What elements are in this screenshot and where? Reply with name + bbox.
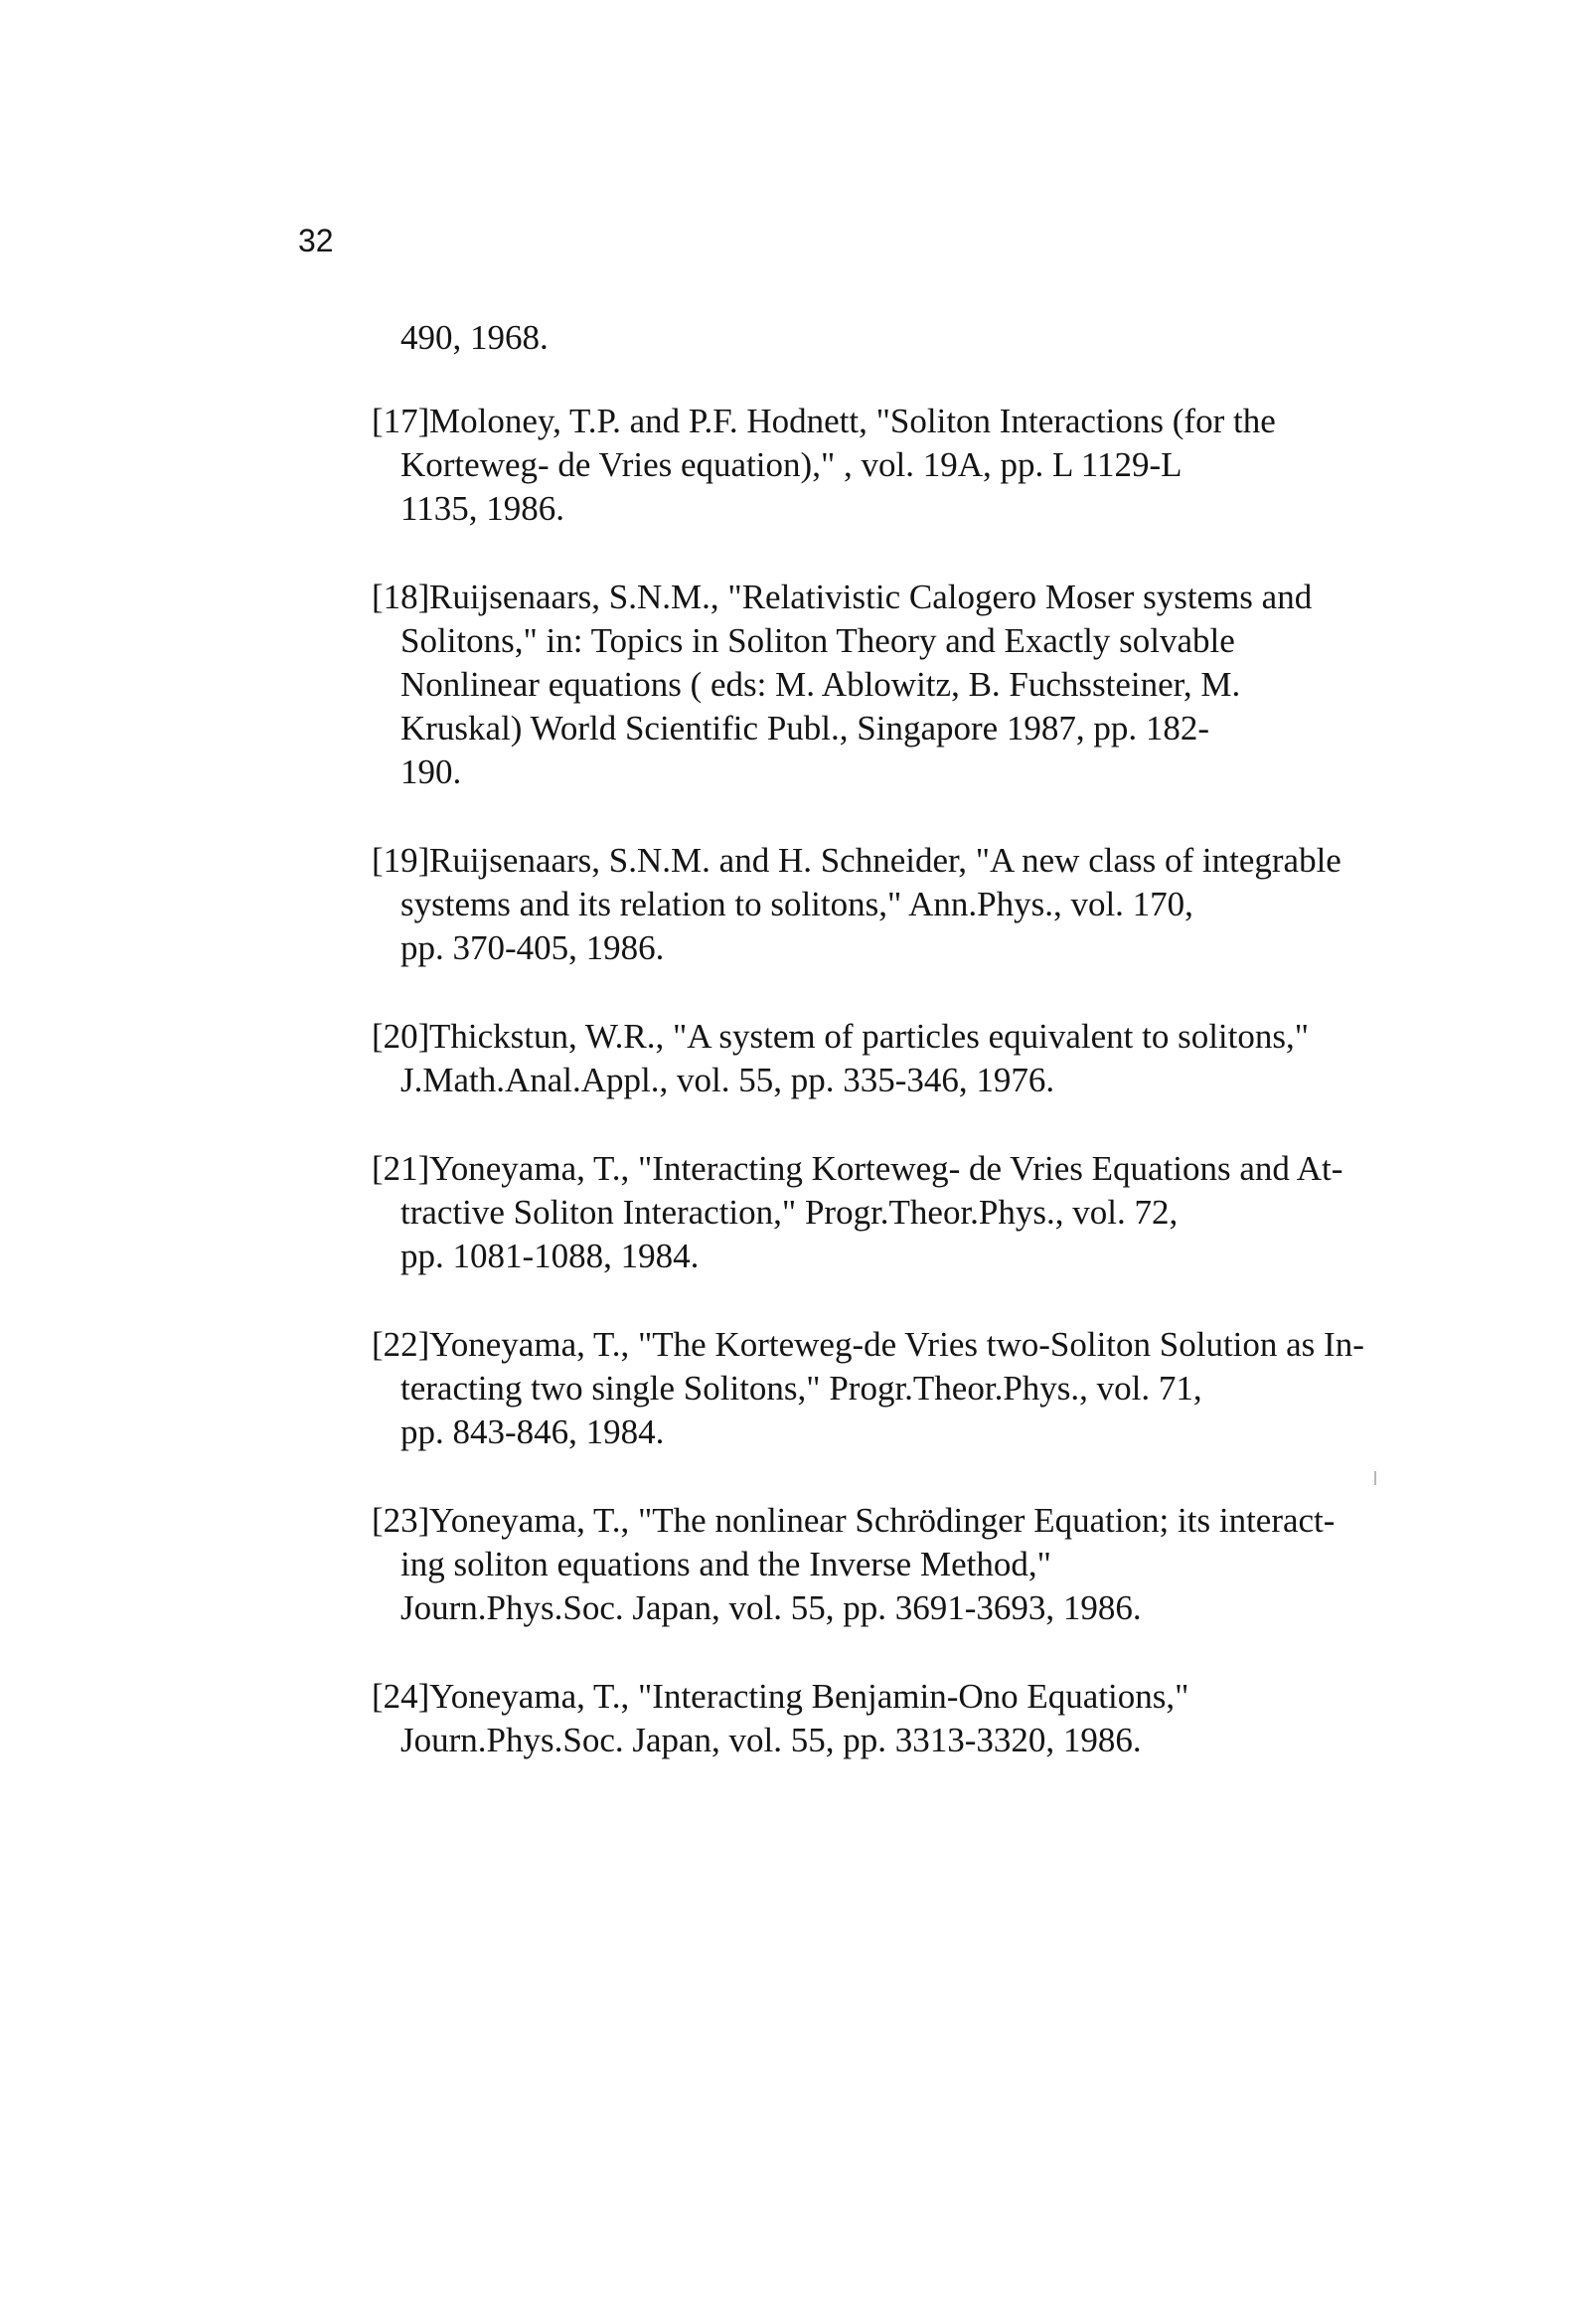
reference-text: Moloney, T.P. and P.F. Hodnett, "Soliton Interactions (for the bbox=[429, 402, 1276, 440]
page-number: 32 bbox=[298, 223, 334, 258]
reference-label: [20] bbox=[372, 1017, 430, 1056]
reference-line: ing soliton equations and the Inverse Method," bbox=[400, 1545, 1051, 1583]
reference-label: [22] bbox=[372, 1325, 430, 1364]
reference-18 bbox=[372, 576, 1405, 794]
reference-line bbox=[372, 400, 1405, 443]
reference-23 bbox=[372, 1499, 1405, 1630]
reference-line: systems and its relation to solitons," Ann.Phys., vol. 170, bbox=[400, 885, 1193, 923]
reference-label: [18] bbox=[372, 578, 430, 616]
reference-line: Solitons," in: Topics in Soliton Theory and Exactly solvable bbox=[400, 621, 1235, 660]
reference-continuation: 490, 1968. bbox=[400, 318, 549, 357]
scan-speck bbox=[1374, 1471, 1376, 1485]
reference-text: Ruijsenaars, S.N.M., "Relativistic Calogero Moser systems and bbox=[429, 578, 1313, 616]
reference-line: pp. 843-846, 1984. bbox=[400, 1412, 665, 1451]
reference-label: [23] bbox=[372, 1501, 430, 1540]
reference-line bbox=[372, 1499, 1405, 1543]
reference-20 bbox=[372, 1015, 1405, 1102]
reference-line: 190. bbox=[400, 752, 462, 791]
reference-17 bbox=[372, 400, 1405, 531]
reference-line bbox=[372, 576, 1405, 619]
reference-line: Kruskal) World Scientific Publ., Singapore 1987, pp. 182- bbox=[400, 709, 1210, 747]
reference-line bbox=[372, 1015, 1405, 1059]
reference-24 bbox=[372, 1675, 1405, 1762]
reference-line: teracting two single Solitons," Progr.Theor.Phys., vol. 71, bbox=[400, 1369, 1202, 1408]
reference-text: Yoneyama, T., "The nonlinear Schrödinger Equation; its interact- bbox=[429, 1501, 1336, 1540]
reference-line bbox=[372, 1675, 1405, 1719]
reference-line: 1135, 1986. bbox=[400, 489, 564, 528]
reference-line: tractive Soliton Interaction," Progr.Theor.Phys., vol. 72, bbox=[400, 1193, 1179, 1232]
reference-line: Korteweg- de Vries equation)," , vol. 19A, pp. L 1129-L bbox=[400, 445, 1183, 484]
reference-label: [21] bbox=[372, 1149, 430, 1188]
reference-line: Journ.Phys.Soc. Japan, vol. 55, pp. 3691-3693, 1986. bbox=[400, 1588, 1142, 1627]
reference-19 bbox=[372, 839, 1405, 970]
reference-line bbox=[372, 1323, 1405, 1367]
reference-text: Ruijsenaars, S.N.M. and H. Schneider, "A new class of integrable bbox=[429, 841, 1341, 880]
reference-line: J.Math.Anal.Appl., vol. 55, pp. 335-346, 1976. bbox=[400, 1061, 1055, 1099]
reference-list bbox=[372, 400, 1405, 1807]
reference-text: Yoneyama, T., "The Korteweg-de Vries two-Soliton Solution as In- bbox=[429, 1325, 1364, 1364]
reference-line bbox=[372, 1147, 1405, 1191]
reference-line: Nonlinear equations ( eds: M. Ablowitz, B. Fuchssteiner, M. bbox=[400, 665, 1241, 704]
reference-22 bbox=[372, 1323, 1405, 1454]
reference-line: pp. 1081-1088, 1984. bbox=[400, 1237, 700, 1275]
reference-21 bbox=[372, 1147, 1405, 1278]
reference-label: [17] bbox=[372, 402, 430, 440]
reference-text: Yoneyama, T., "Interacting Benjamin-Ono Equations," bbox=[429, 1677, 1189, 1716]
reference-text: Thickstun, W.R., "A system of particles equivalent to solitons," bbox=[429, 1017, 1310, 1056]
reference-label: [24] bbox=[372, 1677, 430, 1716]
reference-line: pp. 370-405, 1986. bbox=[400, 928, 665, 967]
reference-label: [19] bbox=[372, 841, 430, 880]
reference-text: Yoneyama, T., "Interacting Korteweg- de Vries Equations and At- bbox=[429, 1149, 1343, 1188]
reference-line: Journ.Phys.Soc. Japan, vol. 55, pp. 3313-3320, 1986. bbox=[400, 1721, 1142, 1759]
reference-line bbox=[372, 839, 1405, 883]
